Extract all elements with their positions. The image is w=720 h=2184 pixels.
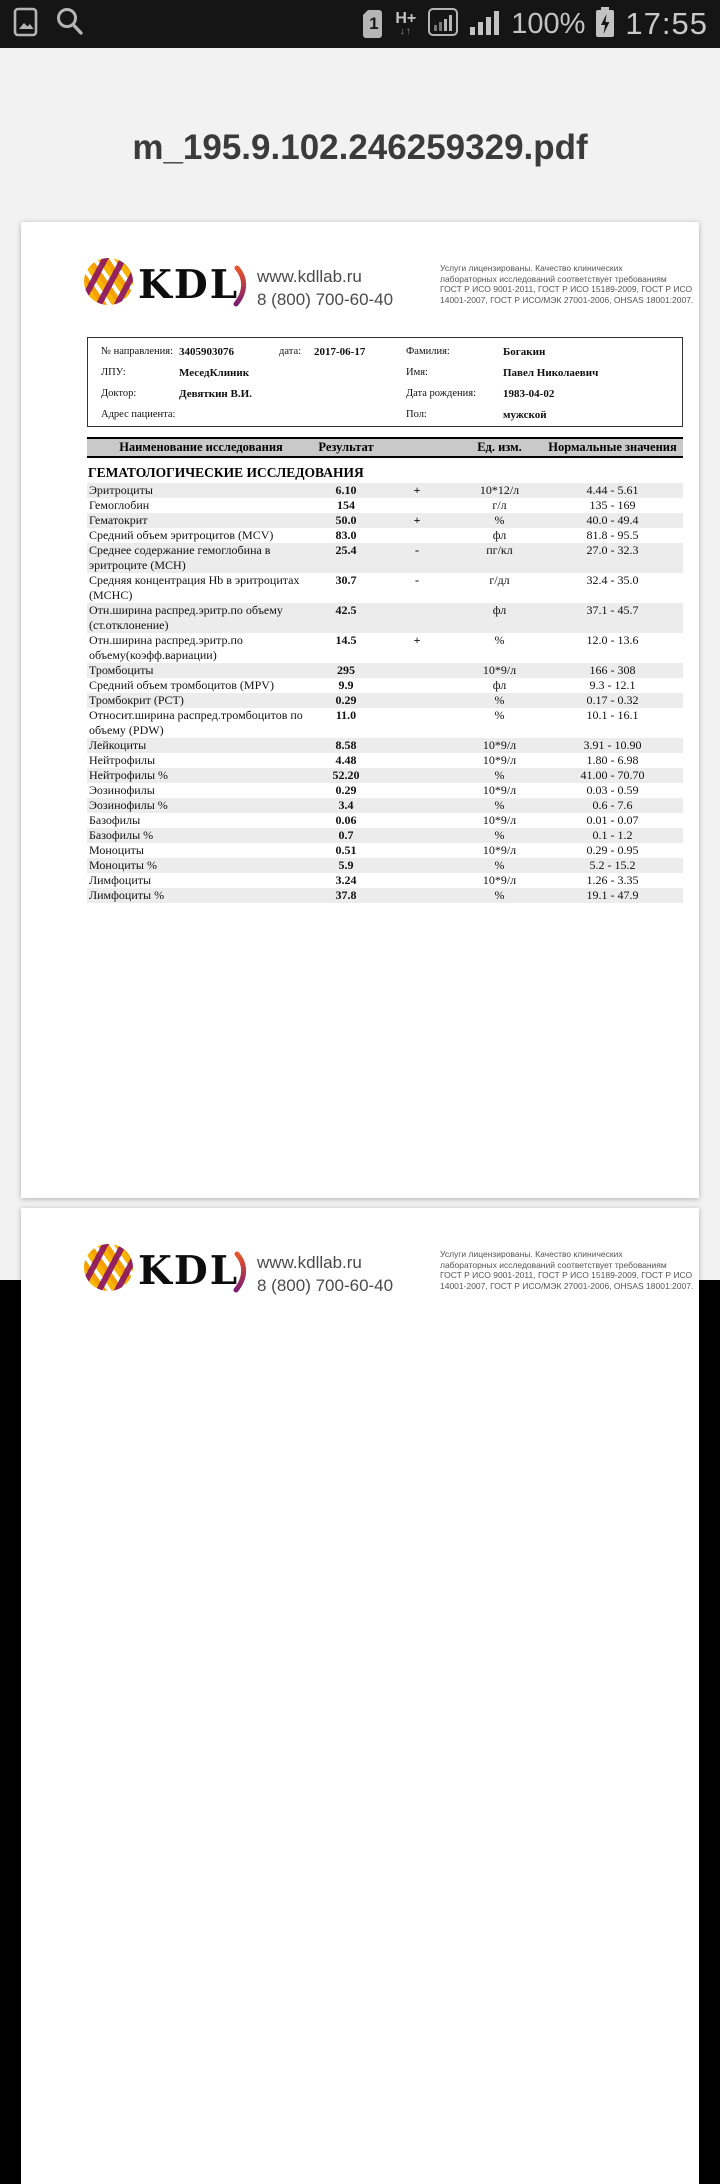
test-range: 27.0 - 32.3: [586, 543, 639, 557]
birthdate-value: 1983-04-02: [503, 388, 555, 400]
test-result: 0.29: [335, 783, 357, 797]
test-result: 83.0: [335, 528, 357, 542]
test-range: 40.0 - 49.4: [586, 513, 639, 527]
test-flag: [377, 843, 457, 858]
test-flag: [377, 858, 457, 873]
table-row: [87, 693, 683, 708]
test-flag: [377, 693, 457, 708]
test-range: 9.3 - 12.1: [589, 678, 636, 692]
test-unit: 10*9/л: [482, 663, 517, 677]
table-row: [87, 873, 683, 888]
test-result: 0.29: [335, 693, 357, 707]
patient-info-box: [87, 337, 683, 427]
test-result: 30.7: [335, 573, 357, 587]
test-name: Эритроциты: [89, 483, 153, 497]
sim-slot-number: 1: [369, 14, 379, 33]
test-name: Средний объем эритроцитов (MCV): [89, 528, 274, 542]
test-name: Нейтрофилы %: [89, 768, 169, 782]
sex-value: мужской: [503, 409, 547, 421]
test-flag: [377, 603, 457, 633]
test-flag: [377, 768, 457, 783]
test-range: 0.17 - 0.32: [586, 693, 639, 707]
table-row: [87, 633, 683, 663]
test-flag: [377, 873, 457, 888]
test-name: Средняя концентрация Hb в эритроцитах (MCHC): [89, 573, 300, 602]
license-line: ГОСТ Р ИСО 9001-2011, ГОСТ Р ИСО 15189-2009, ГОСТ Р ИСО: [440, 1270, 693, 1281]
results-table-header: [87, 437, 683, 458]
test-unit: 10*9/л: [482, 738, 517, 752]
test-name: Лейкоциты: [89, 738, 147, 752]
test-flag: [377, 798, 457, 813]
clock-label: 17:55: [625, 6, 708, 41]
test-range: 37.1 - 45.7: [586, 603, 639, 617]
test-flag: +: [413, 483, 421, 497]
table-row: [87, 528, 683, 543]
test-result: 52.20: [332, 768, 360, 782]
test-result: 50.0: [335, 513, 357, 527]
lpu-value: МеседКлиник: [179, 367, 250, 379]
test-name: Базофилы: [89, 813, 141, 827]
test-unit: %: [494, 858, 505, 872]
test-unit: 10*9/л: [482, 753, 517, 767]
birthdate-label: Дата рождения:: [406, 388, 477, 399]
test-result: 295: [337, 663, 355, 677]
test-unit: 10*12/л: [479, 483, 520, 497]
test-unit: %: [494, 633, 505, 647]
test-result: 0.7: [338, 828, 354, 842]
kdl-letterhead: [21, 256, 699, 334]
test-unit: %: [494, 708, 505, 722]
test-flag: [377, 813, 457, 828]
test-result: 0.06: [335, 813, 357, 827]
license-line: Услуги лицензированы. Качество клинических: [440, 1249, 623, 1259]
test-flag: [377, 528, 457, 543]
lastname-label: Фамилия:: [406, 346, 450, 357]
lastname-value: Богакин: [503, 346, 546, 358]
test-unit: г/дл: [489, 573, 510, 587]
test-result: 6.10: [335, 483, 357, 497]
test-flag: [377, 663, 457, 678]
test-name: Гематокрит: [89, 513, 148, 527]
test-result: 8.58: [335, 738, 357, 752]
table-row: [87, 888, 683, 903]
kdl-website-link[interactable]: www.kdllab.ru: [257, 267, 362, 286]
table-row: [87, 678, 683, 693]
test-name: Эозинофилы %: [89, 798, 168, 812]
address-value: [179, 409, 279, 430]
kdl-contact-block: [257, 265, 393, 311]
kdl-logo-sphere-icon: [84, 258, 133, 305]
mobile-data-signal-icon: [427, 6, 459, 43]
test-flag: [377, 783, 457, 798]
test-range: 135 - 169: [589, 498, 636, 512]
test-unit: %: [494, 513, 505, 527]
test-name: Гемоглобин: [89, 498, 150, 512]
test-result: 4.48: [335, 753, 357, 767]
kdl-license-text: [440, 263, 696, 305]
test-range: 5.2 - 15.2: [589, 858, 636, 872]
test-flag: [377, 828, 457, 843]
table-row: [87, 498, 683, 513]
test-range: 0.1 - 1.2: [592, 828, 633, 842]
test-name: Моноциты %: [89, 858, 157, 872]
table-row: [87, 483, 683, 498]
test-unit: %: [494, 798, 505, 812]
license-line: 14001-2007, ГОСТ Р ИСО/МЭК 27001-2006, OHSAS 18001:2007.: [440, 1280, 694, 1291]
test-range: 0.29 - 0.95: [586, 843, 639, 857]
test-range: 0.6 - 7.6: [592, 798, 633, 812]
kdl-website-link[interactable]: www.kdllab.ru: [257, 1253, 362, 1272]
test-range: 0.01 - 0.07: [586, 813, 639, 827]
test-unit: %: [494, 768, 505, 782]
test-name: Нейтрофилы: [89, 753, 156, 767]
col-header-result: Результат: [318, 440, 374, 454]
license-line: 14001-2007, ГОСТ Р ИСО/МЭК 27001-2006, OHSAS 18001:2007.: [440, 294, 694, 305]
test-flag: +: [413, 633, 421, 647]
test-flag: -: [415, 573, 419, 587]
pdf-page-1[interactable]: [21, 222, 699, 1198]
table-row: [87, 813, 683, 828]
test-unit: 10*9/л: [482, 843, 517, 857]
gallery-icon: [12, 6, 39, 43]
test-result: 9.9: [338, 678, 354, 692]
test-unit: пг/кл: [486, 543, 513, 557]
test-unit: фл: [492, 528, 507, 542]
table-row: [87, 513, 683, 528]
network-type-indicator: [395, 11, 416, 37]
signal-strength-icon: [468, 7, 502, 42]
license-line: лабораторных исследований соответствует требованиям: [440, 1259, 667, 1270]
col-header-name: Наименование исследования: [119, 440, 283, 454]
kdl-brand-label: KDL: [138, 1248, 240, 1294]
test-range: 1.80 - 6.98: [586, 753, 639, 767]
test-unit: г/л: [492, 498, 507, 512]
results-table-body: [87, 483, 683, 903]
table-row: [87, 708, 683, 738]
test-flag: [377, 498, 457, 513]
license-line: ГОСТ Р ИСО 9001-2011, ГОСТ Р ИСО 15189-2009, ГОСТ Р ИСО: [440, 284, 693, 295]
doctor-label: Доктор:: [101, 388, 137, 399]
test-name: Среднее содержание гемоглобина в эритроците (MCH): [89, 543, 271, 572]
test-name: Средний объем тромбоцитов (MPV): [89, 678, 274, 692]
table-row: [87, 603, 683, 633]
test-name: Тромбоциты: [89, 663, 154, 677]
kdl-phone-label: 8 (800) 700-60-40: [257, 290, 394, 309]
kdl-letterhead: [21, 1242, 699, 1320]
address-label: Адрес пациента:: [101, 409, 176, 420]
test-flag: [377, 753, 457, 768]
table-row: [87, 753, 683, 768]
pdf-page-2[interactable]: [21, 1208, 699, 2184]
test-name: Базофилы %: [89, 828, 154, 842]
test-flag: +: [413, 513, 421, 527]
table-row: [87, 828, 683, 843]
table-row: [87, 783, 683, 798]
kdl-contact-block: [257, 1251, 393, 1297]
table-row: [87, 543, 683, 573]
test-range: 3.91 - 10.90: [583, 738, 642, 752]
doctor-value: Девяткин В.И.: [179, 388, 252, 400]
test-flag: [377, 738, 457, 753]
table-row: [87, 573, 683, 603]
test-result: 3.4: [338, 798, 354, 812]
test-unit: %: [494, 693, 505, 707]
test-flag: [377, 678, 457, 693]
test-range: 81.8 - 95.5: [586, 528, 639, 542]
test-name: Относит.ширина распред.тромбоцитов по объему (PDW): [89, 708, 303, 737]
sex-label: Пол:: [406, 409, 427, 420]
test-unit: %: [494, 828, 505, 842]
test-unit: 10*9/л: [482, 813, 517, 827]
sim-card-icon: [361, 8, 386, 40]
referral-value: 3405903076: [179, 346, 234, 358]
test-range: 12.0 - 13.6: [586, 633, 639, 647]
pdf-filename-title: m_195.9.102.246259329.pdf: [132, 128, 588, 167]
test-unit: 10*9/л: [482, 783, 517, 797]
test-result: 37.8: [335, 888, 357, 902]
test-flag: [377, 888, 457, 903]
lpu-label: ЛПУ:: [101, 367, 126, 378]
test-result: 14.5: [335, 633, 357, 647]
test-result: 154: [337, 498, 355, 512]
table-row: [87, 768, 683, 783]
test-name: Отн.ширина распред.эритр.по объему (ст.отклонение): [89, 603, 283, 632]
test-name: Лимфоциты: [89, 873, 152, 887]
test-name: Отн.ширина распред.эритр.по объему(коэфф.вариации): [89, 633, 243, 662]
test-result: 3.24: [335, 873, 357, 887]
test-result: 25.4: [335, 543, 357, 557]
kdl-logo-sphere-icon: [84, 1244, 133, 1291]
test-range: 166 - 308: [589, 663, 636, 677]
license-line: Услуги лицензированы. Качество клинических: [440, 263, 623, 273]
test-result: 42.5: [335, 603, 357, 617]
test-unit: 10*9/л: [482, 873, 517, 887]
kdl-phone-label: 8 (800) 700-60-40: [257, 1276, 394, 1295]
test-range: 19.1 - 47.9: [586, 888, 639, 902]
test-flag: [377, 708, 457, 738]
test-flag: -: [415, 543, 419, 557]
test-unit: фл: [492, 678, 507, 692]
kdl-license-text: [440, 1249, 696, 1291]
status-bar: [0, 0, 720, 48]
network-type-label: H+: [395, 10, 417, 27]
test-range: 41.00 - 70.70: [580, 768, 645, 782]
test-name: Тромбокрит (PCT): [89, 693, 184, 707]
search-icon: [53, 5, 87, 44]
test-range: 1.26 - 3.35: [586, 873, 639, 887]
table-row: [87, 663, 683, 678]
test-unit: %: [494, 888, 505, 902]
license-line: лабораторных исследований соответствует требованиям: [440, 273, 667, 284]
referral-label: № направления:: [101, 346, 174, 357]
section-title-hematology: ГЕМАТОЛОГИЧЕСКИЕ ИССЛЕДОВАНИЯ: [88, 465, 364, 480]
test-range: 0.03 - 0.59: [586, 783, 639, 797]
col-header-unit: Ед. изм.: [477, 440, 522, 454]
test-unit: фл: [492, 603, 507, 617]
test-result: 5.9: [338, 858, 354, 872]
data-activity-arrows: ↓↑: [399, 26, 412, 37]
test-range: 32.4 - 35.0: [586, 573, 639, 587]
date-label: дата:: [279, 346, 302, 357]
firstname-label: Имя:: [406, 367, 428, 378]
table-row: [87, 798, 683, 813]
table-row: [87, 843, 683, 858]
battery-charging-icon: [594, 5, 616, 44]
test-range: 10.1 - 16.1: [586, 708, 639, 722]
test-result: 11.0: [335, 708, 357, 722]
battery-percent-label: 100%: [511, 7, 586, 40]
table-row: [87, 858, 683, 873]
test-name: Эозинофилы: [89, 783, 155, 797]
table-row: [87, 738, 683, 753]
firstname-value: Павел Николаевич: [503, 367, 599, 379]
test-name: Лимфоциты %: [89, 888, 165, 902]
kdl-brand-label: KDL: [138, 262, 240, 308]
kdl-swoosh-icon: [233, 264, 251, 313]
test-result: 0.51: [335, 843, 357, 857]
test-range: 4.44 - 5.61: [586, 483, 639, 497]
col-header-range: Нормальные значения: [548, 440, 677, 454]
kdl-swoosh-icon: [233, 1250, 251, 1299]
date-value: 2017-06-17: [314, 346, 366, 358]
test-name: Моноциты: [89, 843, 144, 857]
